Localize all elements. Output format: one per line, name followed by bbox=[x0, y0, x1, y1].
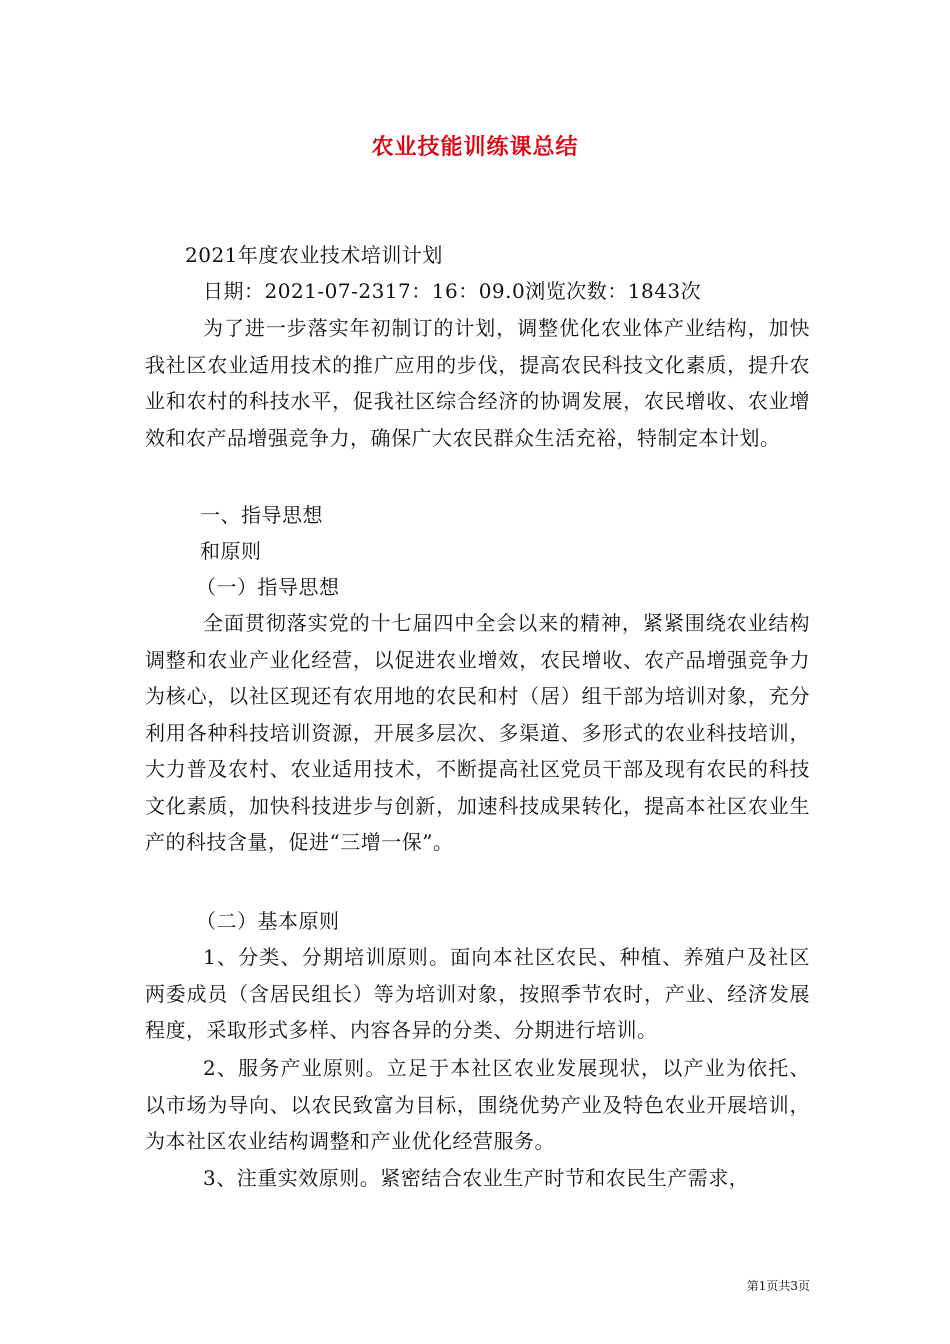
document-title: 农业技能训练课总结 bbox=[371, 134, 579, 160]
section1-heading-cont: 和原则 bbox=[200, 539, 262, 563]
intro-paragraph: 为了进一步落实年初制订的计划，调整优化农业体产业结构，加快我社区农业适用技术的推广应用的步伐，提高农民科技文化素质，提升农业和农村的科技水平，促我社区综合经济的协调发展，农民增收、农业增效和农产品增强竞争力，确保广大农民群众生活充裕，特制定本计划。 bbox=[145, 316, 810, 450]
page-footer: 第1页共3页 bbox=[746, 1279, 810, 1293]
sub1-heading: （一）指导思想 bbox=[196, 575, 340, 599]
principle-3: 3、注重实效原则。紧密结合农业生产时节和农民生产需求， bbox=[203, 1166, 750, 1190]
principle-1: 1、分类、分期培训原则。面向本社区农民、种植、养殖户及社区两委成员（含居民组长）等为培训对象，按照季节农时，产业、经济发展程度，采取形式多样、内容各异的分类、分期进行培训。 bbox=[145, 945, 810, 1042]
sub2-heading: （二）基本原则 bbox=[196, 909, 340, 933]
principle-2: 2、服务产业原则。立足于本社区农业发展现状，以产业为依托、以市场为导向、以农民致富为目标，围绕优势产业及特色农业开展培训，为本社区农业结构调整和产业优化经营服务。 bbox=[145, 1056, 810, 1153]
date-line: 日期：2021-07-2317：16：09.0浏览次数：1843次 bbox=[203, 279, 702, 303]
section1-heading: 一、指导思想 bbox=[200, 503, 323, 527]
document-subtitle: 2021年度农业技术培训计划 bbox=[185, 243, 443, 267]
sub1-body: 全面贯彻落实党的十七届四中全会以来的精神，紧紧围绕农业结构调整和农业产业化经营，以促进农业增效，农民增收、农产品增强竞争力为核心，以社区现还有农用地的农民和村（居）组干部为培训对象，充分利用各种科技培训资源，开展多层次、多渠道、多形式的农业科技培训，大力普及农村、农业适用技术，不断提高社区党员干部及现有农民的科技文化素质，加快科技进步与创新，加速科技成果转化，提高本社区农业生产的科技含量，促进“三增一保”。 bbox=[145, 611, 810, 854]
